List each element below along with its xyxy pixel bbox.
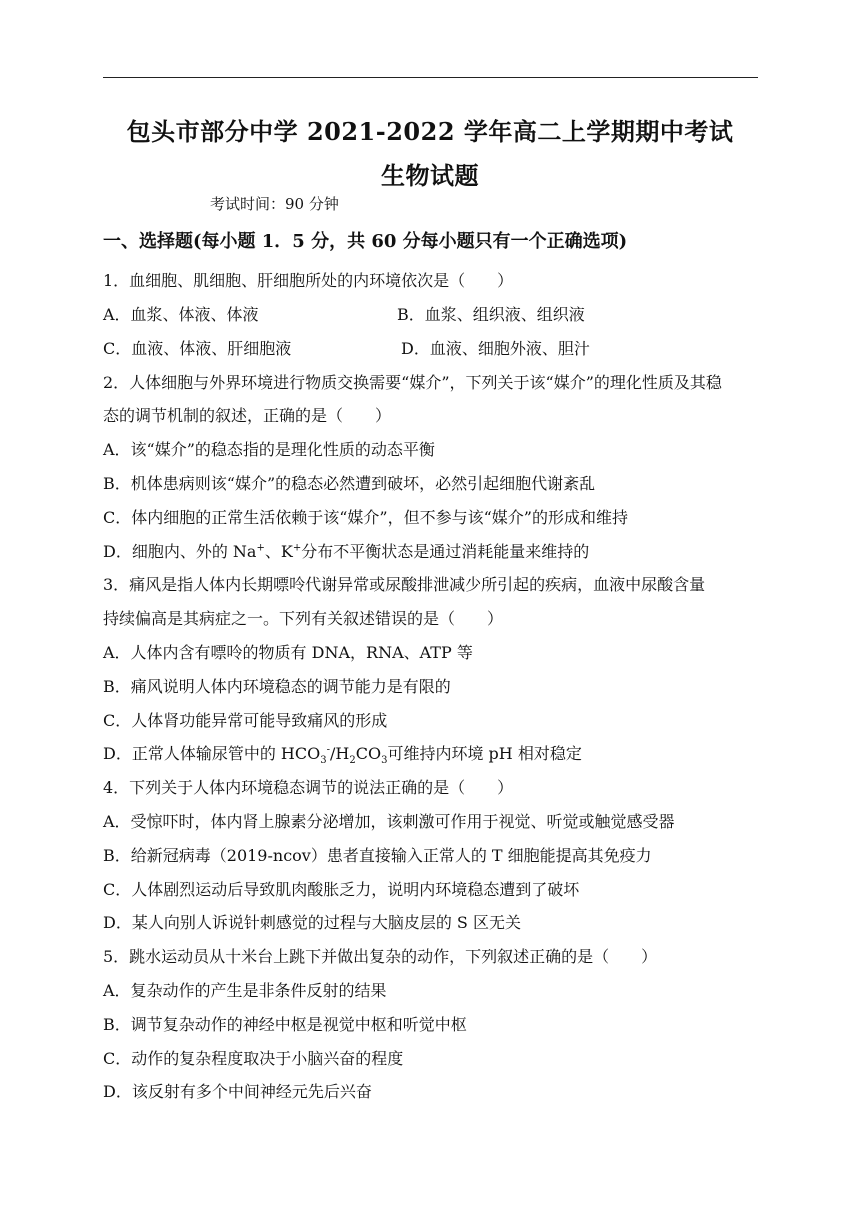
question-1-option-c: C．血液、体液、肝细胞液 (103, 339, 292, 358)
question-2-option-a: A．该“媒介”的稳态指的是理化性质的动态平衡 (103, 440, 435, 459)
question-2-option-b: B．机体患病则该“媒介”的稳态必然遭到破坏，必然引起细胞代谢紊乱 (103, 474, 596, 493)
question-3-option-d: D．正常人体输尿管中的 $HCO_3^-/H_2CO_3$可维持内环境 pH 相对稳定 (103, 744, 582, 767)
question-3-stem-line1: 3．痛风是指人体内长期嘌呤代谢异常或尿酸排泄减少所引起的疾病，血液中尿酸含量 (103, 575, 706, 594)
question-3-stem-line2: 持续偏高是其病症之一。下列有关叙述错误的是（ ） (103, 609, 504, 628)
page-subtitle: 生物试题 (381, 161, 479, 190)
question-1-option-b: B．血浆、组织液、组织液 (397, 305, 585, 324)
question-4-option-a: A．受惊吓时，体内肾上腺素分泌增加，该刺激可作用于视觉、听觉或触觉感受器 (103, 812, 675, 831)
question-4-option-d: D．某人向别人诉说针刺感觉的过程与大脑皮层的 S 区无关 (103, 913, 521, 932)
question-2-option-d: D．细胞内、外的 Na+、K+分布不平衡状态是通过消耗能量来维持的 (103, 542, 590, 561)
question-4-option-c: C．人体剧烈运动后导致肌肉酸胀乏力，说明内环境稳态遭到了破坏 (103, 880, 580, 899)
question-2-stem-line1: 2．人体细胞与外界环境进行物质交换需要“媒介”，下列关于该“媒介”的理化性质及其稳 (103, 373, 722, 392)
question-3-option-a: A．人体内含有嘌呤的物质有 DNA，RNA、ATP 等 (103, 643, 473, 662)
question-1-stem: 1．血细胞、肌细胞、肝细胞所处的内环境依次是（ ） (103, 271, 514, 290)
page-title: 包头市部分中学 2021-2022 学年高二上学期期中考试 (126, 117, 734, 146)
question-1-option-d: D．血液、细胞外液、胆汁 (401, 339, 590, 358)
question-5-stem: 5．跳水运动员从十米台上跳下并做出复杂的动作，下列叙述正确的是（ ） (103, 947, 658, 966)
exam-time: 考试时间：90 分钟 (210, 195, 339, 213)
section-heading: 一、选择题(每小题 1．5 分，共 60 分每小题只有一个正确选项) (103, 231, 628, 252)
question-2-stem-line2: 态的调节机制的叙述，正确的是（ ） (103, 406, 392, 425)
question-5-option-d: D．该反射有多个中间神经元先后兴奋 (103, 1082, 372, 1101)
question-4-stem: 4．下列关于人体内环境稳态调节的说法正确的是（ ） (103, 778, 514, 797)
question-5-option-b: B．调节复杂动作的神经中枢是视觉中枢和听觉中枢 (103, 1015, 467, 1034)
question-3-option-b: B．痛风说明人体内环境稳态的调节能力是有限的 (103, 677, 451, 696)
question-2-option-c: C．体内细胞的正常生活依赖于该“媒介”，但不参与该“媒介”的形成和维持 (103, 508, 628, 527)
question-3-option-c: C．人体肾功能异常可能导致痛风的形成 (103, 711, 388, 730)
question-5-option-c: C．动作的复杂程度取决于小脑兴奋的程度 (103, 1049, 404, 1068)
question-1-option-a: A．血浆、体液、体液 (103, 305, 259, 324)
question-4-option-b: B．给新冠病毒（2019-ncov）患者直接输入正常人的 T 细胞能提高其免疫力 (103, 846, 652, 865)
question-5-option-a: A．复杂动作的产生是非条件反射的结果 (103, 981, 387, 1000)
header-rule (103, 77, 758, 78)
